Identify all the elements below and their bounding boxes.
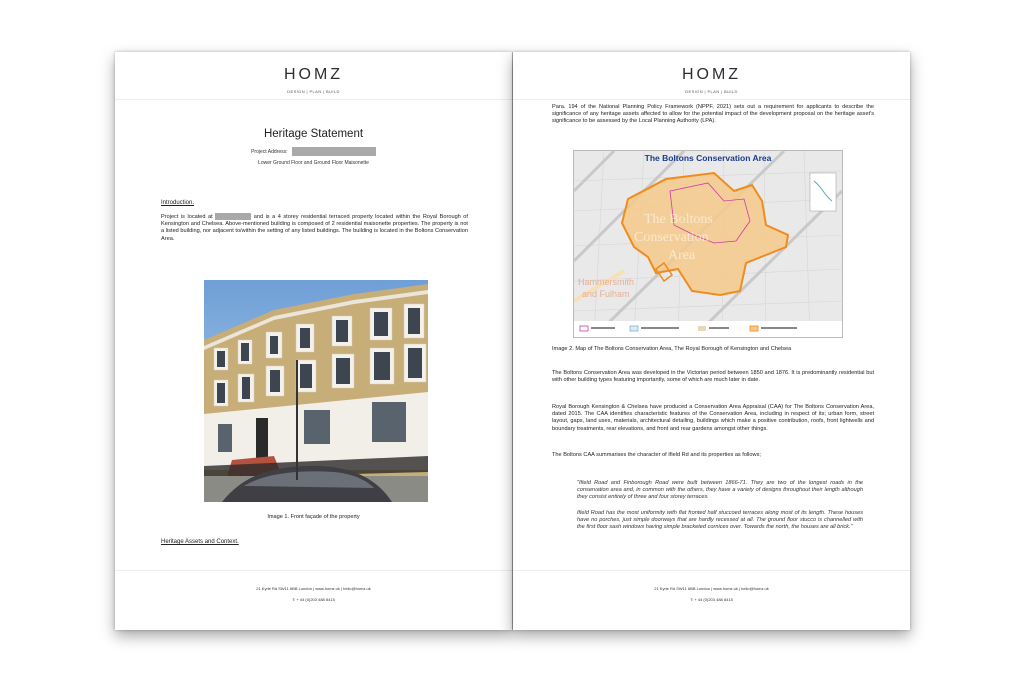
- map-title: The Boltons Conservation Area: [644, 153, 772, 163]
- logo-tagline: DESIGN | PLAN | BUILD: [685, 89, 738, 94]
- project-address-label: Project Address:: [251, 148, 288, 155]
- left-page: [115, 52, 512, 630]
- caa-paragraph: Royal Borough Kensington & Chelsea have produced a Conservation Area Appraisal (CAA) for The Boltons Conservation Area, dated 2015. The CAA identifies characteristic features of the Conservation Area, including in respect of its; urban form, street layout, gaps, land uses, materials, architectural detailing, buildings which make a positive contribution, roofs, front lightwells and boundary treatments, rear elevations, and front and rear gardens amongst other things.: [552, 404, 874, 432]
- logo-tagline: DESIGN | PLAN | BUILD: [287, 89, 340, 94]
- svg-text:Hammersmith: Hammersmith: [578, 277, 635, 287]
- footer-contact: 21 Kyrle Rd SW11 6BB London | www.homz.uk | hello@homz.uk: [256, 586, 371, 591]
- project-address: [115, 147, 512, 156]
- quote-paragraph-2: Ifield Road has the most uniformity with flat fronted half stuccoed terraces along most of its length. These houses have no porches, just simple doorways that are hardly recessed at all. The ground floor stucco is channelled with the first floor sash windows having simple bracketed cornices over. Towards the north, the houses are all brick.": [577, 510, 863, 531]
- footer-divider: [115, 570, 512, 571]
- heritage-assets-heading: Heritage Assets and Context.: [161, 539, 239, 545]
- header-divider: [513, 99, 910, 100]
- footer-phone: T: + 44 (0)203 488 8415: [292, 597, 335, 602]
- svg-text:and Fulham: and Fulham: [582, 289, 630, 299]
- introduction-heading: Introduction.: [161, 200, 195, 206]
- map-caption: Image 2. Map of The Boltons Conservation Area, The Royal Borough of Kensington and Chelsea: [552, 346, 792, 352]
- header-divider: [115, 99, 512, 100]
- svg-text:Conservation: Conservation: [634, 230, 709, 245]
- introduction-paragraph: [161, 213, 468, 243]
- redacted-address: [292, 147, 376, 156]
- caa-summary-intro: The Boltons CAA summarises the character of Ifield Rd and its properties as follows;: [552, 452, 761, 458]
- conservation-area-map: [573, 150, 843, 338]
- homz-logo: HOMZ: [283, 66, 344, 83]
- image-caption: Image 1. Front façade of the property: [267, 514, 360, 520]
- svg-text:Area: Area: [668, 248, 696, 263]
- project-subtitle: Lower Ground Floor and Ground Floor Maisonette: [258, 160, 369, 166]
- property-facade-photo: [204, 280, 428, 502]
- nppf-paragraph: Para. 194 of the National Planning Policy Framework (NPPF, 2021) sets out a requirement for applicants to describe the significance of any heritage assets affected to allow for the potential impact of the development proposal on the heritage asset's significance to be assessed by the Local Planning Authority (LPA).: [552, 104, 874, 125]
- footer-contact: 21 Kyrle Rd SW11 6BB London | www.homz.uk | hello@homz.uk: [654, 586, 769, 591]
- redacted-location: [215, 213, 251, 220]
- intro-text-rest: and is a 4 storey residential terraced property located within the Royal Borough of Kensington and Chelsea. Above-mentioned building is composed of 2 residential maisonette properties. The property is not a listed building, nor adjacent to/within the setting of any listed buildings. The building is located in the Boltons Conservation Area.: [161, 213, 468, 242]
- footer-divider: [513, 570, 910, 571]
- svg-text:The Boltons: The Boltons: [644, 212, 713, 227]
- right-page: [513, 52, 910, 630]
- quote-paragraph-1: "Ifield Road and Finborough Road were built between 1866-71. They are two of the longest roads in the conservation area and, in common with the others, they have a variety of designs throughout their length although they consist entirely of three and four storey terraces.: [577, 480, 863, 501]
- homz-logo: HOMZ: [681, 66, 742, 83]
- footer-phone: T: + 44 (0)203 488 8415: [690, 597, 733, 602]
- intro-text-start: Project is located at: [161, 213, 213, 220]
- boltons-history-paragraph: The Boltons Conservation Area was developed in the Victorian period between 1850 and 1876. It is predominantly residential but with other building types featuring importantly, some of which are much later in date.: [552, 370, 874, 384]
- page-title: Heritage Statement: [263, 128, 364, 140]
